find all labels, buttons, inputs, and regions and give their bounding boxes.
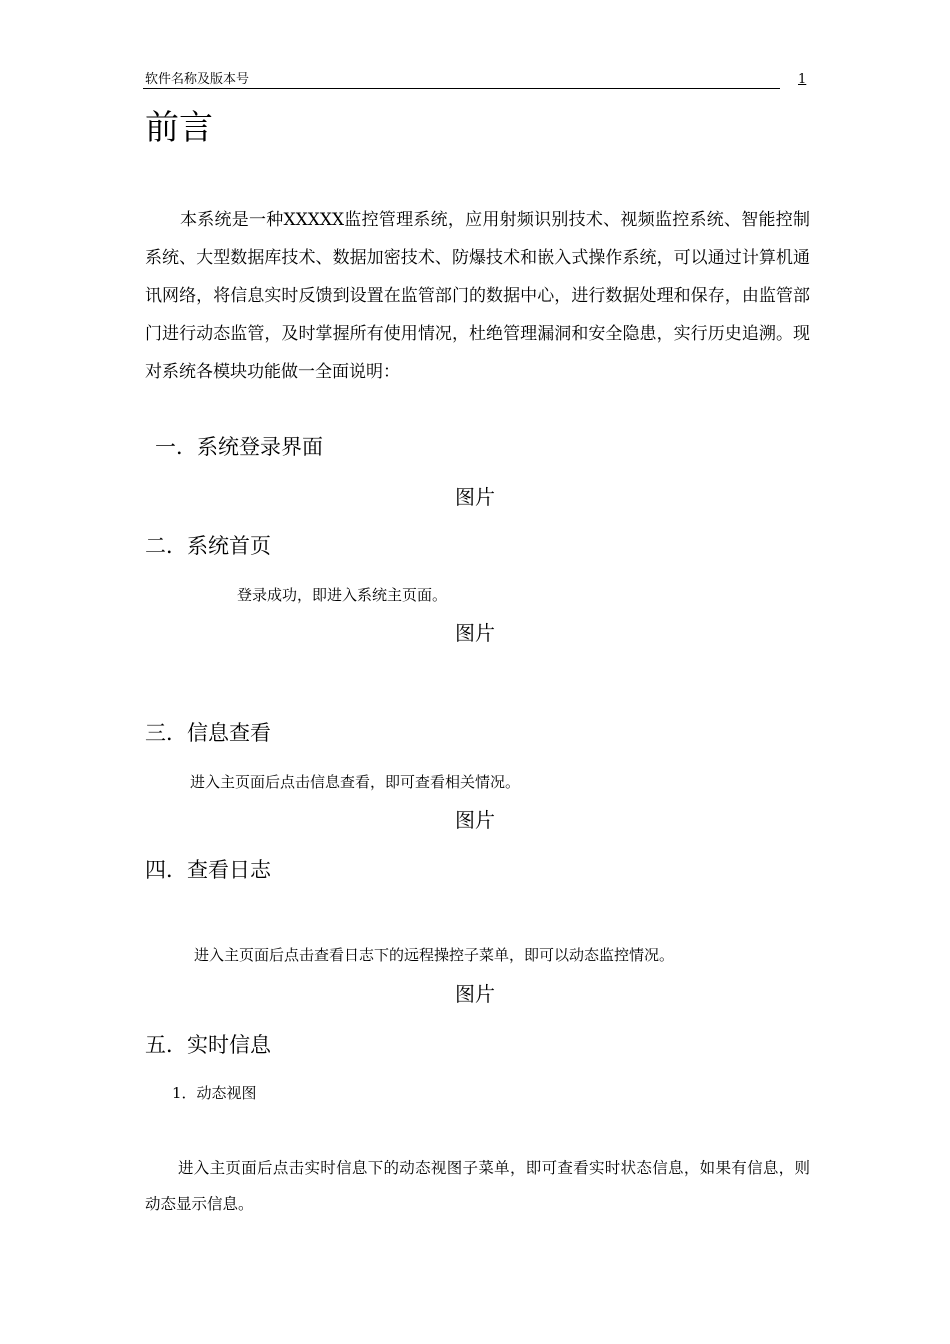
section-3-text: 进入主页面后点击信息查看，即可查看相关情况。 bbox=[190, 773, 521, 791]
section-1-image-placeholder: 图片 bbox=[455, 485, 495, 509]
section-3-heading: 三．信息查看 bbox=[145, 721, 271, 745]
section-4-image-placeholder: 图片 bbox=[455, 982, 495, 1006]
section-1-heading: 一．系统登录界面 bbox=[155, 435, 323, 459]
header-rule bbox=[143, 88, 780, 89]
section-2-heading: 二．系统首页 bbox=[145, 534, 271, 558]
section-4-text: 进入主页面后点击查看日志下的远程操控子菜单，即可以动态监控情况。 bbox=[194, 946, 675, 964]
section-3-image-placeholder: 图片 bbox=[455, 808, 495, 832]
page-number: 1 bbox=[798, 72, 807, 87]
header-title: 软件名称及版本号 bbox=[145, 72, 250, 87]
page-title: 前言 bbox=[145, 108, 213, 148]
section-5-subheading: 1．动态视图 bbox=[172, 1084, 257, 1102]
section-5-text: 进入主页面后点击实时信息下的动态视图子菜单，即可查看实时状态信息，如果有信息，则动态显示信息。 bbox=[145, 1159, 810, 1213]
section-2-image-placeholder: 图片 bbox=[455, 621, 495, 645]
section-5-heading: 五．实时信息 bbox=[145, 1033, 271, 1057]
section-4-heading: 四．查看日志 bbox=[145, 858, 271, 882]
intro-paragraph: 本系统是一种XXXXX监控管理系统，应用射频识别技术、视频监控系统、智能控制系统、大型数据库技术、数据加密技术、防爆技术和嵌入式操作系统，可以通过计算机通讯网络，将信息实时反馈到设置在监管部门的数据中心，进行数据处理和保存，由监管部门进行动态监管，及时掌握所有使用情况，杜绝管理漏洞和安全隐患，实行历史追溯。现对系统各模块功能做一全面说明： bbox=[145, 210, 810, 382]
section-2-text: 登录成功，即进入系统主页面。 bbox=[237, 586, 448, 604]
